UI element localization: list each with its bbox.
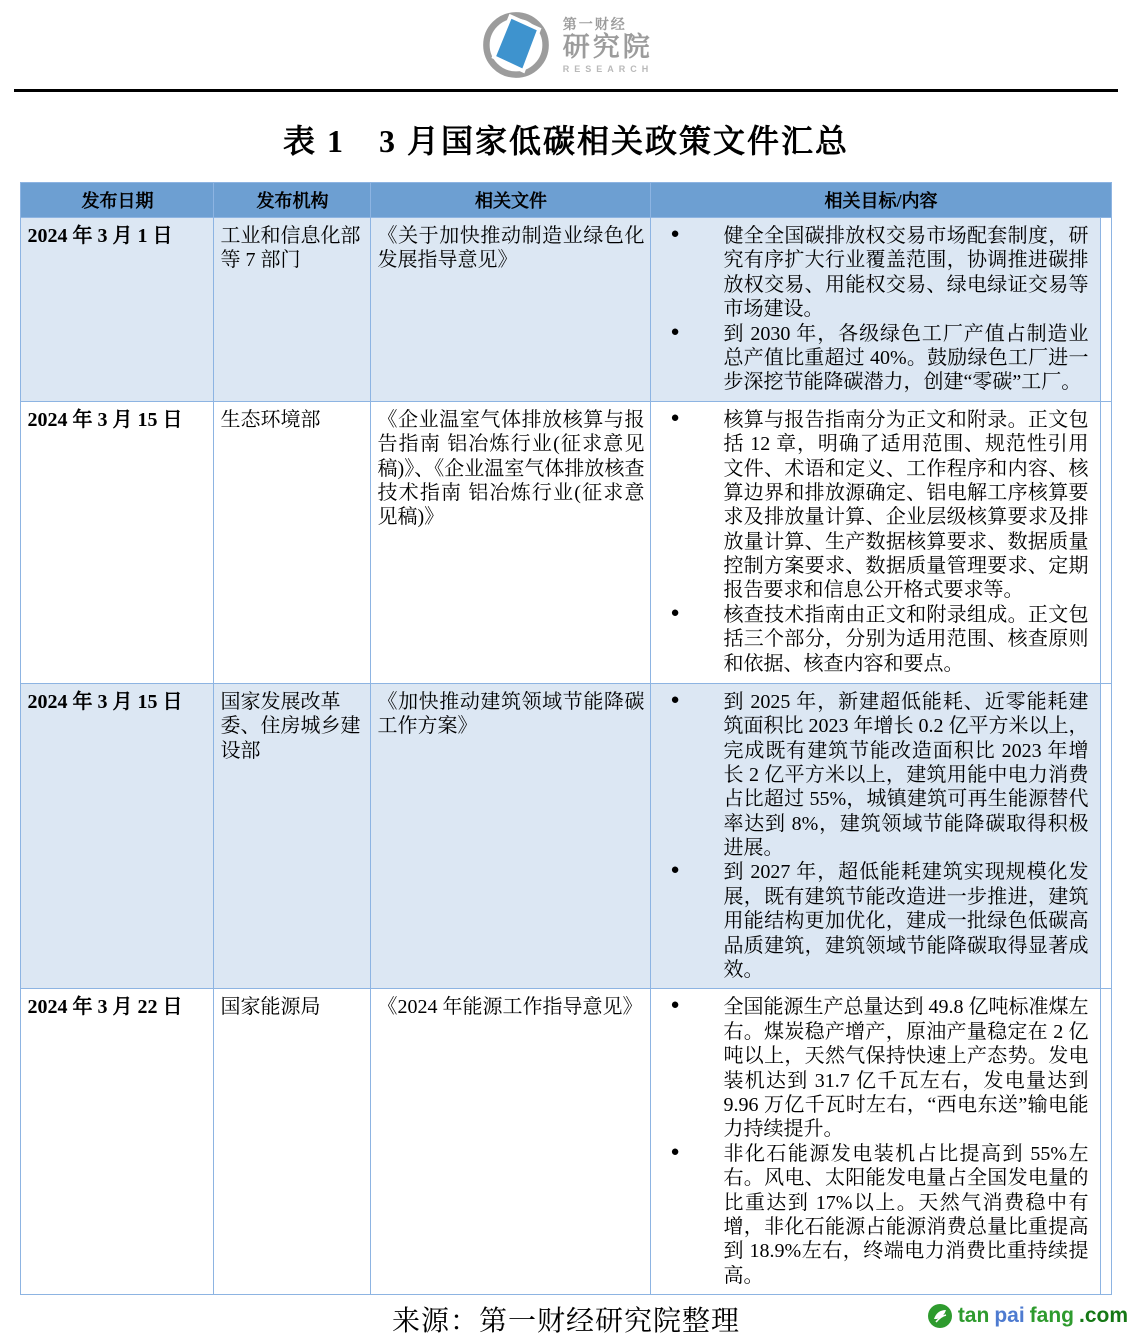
col-header-agency: 发布机构 (214, 183, 371, 218)
cell-agency: 国家发展改革委、住房城乡建设部 (214, 683, 371, 989)
table-row (21, 683, 1111, 989)
watermark-text-fang: fang (1029, 1304, 1074, 1328)
cell-document: 《加快推动建筑领域节能降碳工作方案》 (371, 683, 651, 989)
cell-content (651, 989, 1101, 1295)
yicai-logo (0, 6, 1132, 84)
header-divider (14, 89, 1118, 92)
yicai-logo-icon (479, 8, 553, 82)
spacer-cell (1101, 218, 1111, 402)
cell-document: 《2024 年能源工作指导意见》 (371, 989, 651, 1295)
bullet-item: ● 健全全国碳排放权交易市场配套制度，研究有序扩大行业覆盖范围，协调推进碳排放权交易、用能权交易、绿电绿证交易等市场建设。 (657, 224, 1094, 322)
footer (0, 1299, 1132, 1339)
cell-agency: 国家能源局 (214, 989, 371, 1295)
tanpaifang-icon (927, 1303, 953, 1329)
bullet-item: ● 非化石能源发电装机占比提高到 55%左右。风电、太阳能发电量占全国发电量的比重达到 17%以上。天然气消费稳中有增，非化石能源占能源消费总量比重提高到 18.9%左右，终端电力消费比重持续提高。 (657, 1142, 1094, 1288)
cell-date: 2024 年 3 月 15 日 (21, 401, 214, 683)
bullet-list (657, 224, 1094, 395)
table-row (21, 401, 1111, 683)
bullet-list (657, 408, 1094, 676)
spacer-cell (1101, 989, 1111, 1295)
cell-document: 《企业温室气体排放核算与报告指南 铝冶炼行业(征求意见稿)》、《企业温室气体排放核查技术指南 铝冶炼行业(征求意见稿)》 (371, 401, 651, 683)
cell-agency: 生态环境部 (214, 401, 371, 683)
spacer-cell (1101, 401, 1111, 683)
watermark-text-pai: pai (994, 1304, 1025, 1328)
table-header-row (21, 183, 1111, 218)
header (0, 0, 1132, 92)
cell-date: 2024 年 3 月 15 日 (21, 683, 214, 989)
brand-text (563, 17, 654, 74)
brand-name-en: RESEARCH (562, 63, 654, 74)
spacer-cell (1101, 683, 1111, 989)
cell-agency: 工业和信息化部等 7 部门 (214, 218, 371, 402)
brand-name-small: 第一财经 (562, 15, 627, 32)
cell-document: 《关于加快推动制造业绿色化发展指导意见》 (371, 218, 651, 402)
page-title: 表 1 3 月国家低碳相关政策文件汇总 (282, 123, 849, 159)
cell-content (651, 401, 1101, 683)
source-note: 来源：第一财经研究院整理 (391, 1306, 740, 1338)
bullet-list (657, 995, 1094, 1288)
watermark-text-tan: tan (957, 1304, 990, 1328)
brand-name-large: 研究院 (562, 31, 653, 62)
tanpaifang-logo (927, 1303, 1128, 1329)
watermark-text-com: .com (1078, 1304, 1128, 1328)
cell-content (651, 683, 1101, 989)
col-header-document: 相关文件 (371, 183, 651, 218)
bullet-item: ● 到 2030 年，各级绿色工厂产值占制造业总产值比重超过 40%。鼓励绿色工厂进一步深挖节能降碳潜力，创建“零碳”工厂。 (657, 322, 1094, 395)
bullet-item: ● 到 2027 年，超低能耗建筑实现规模化发展，既有建筑节能改造进一步推进，建筑用能结构更加优化，建成一批绿色低碳高品质建筑，建筑领域节能降碳取得显著成效。 (657, 860, 1094, 982)
col-header-date: 发布日期 (21, 183, 214, 218)
bullet-list (657, 690, 1094, 983)
cell-date: 2024 年 3 月 1 日 (21, 218, 214, 402)
col-header-content: 相关目标/内容 (651, 183, 1111, 218)
cell-date: 2024 年 3 月 22 日 (21, 989, 214, 1295)
table-row (21, 989, 1111, 1295)
bullet-item: ● 全国能源生产总量达到 49.8 亿吨标准煤左右。煤炭稳产增产，原油产量稳定在 2 亿吨以上，天然气保持快速上产态势。发电装机达到 31.7 亿千瓦左右，发电量达到 9.96 万亿千瓦时左右，“西电东送”输电能力持续提升。 (657, 995, 1094, 1141)
policy-table (20, 182, 1111, 1295)
bullet-item: ● 到 2025 年，新建超低能耗、近零能耗建筑面积比 2023 年增长 0.2 亿平方米以上，完成既有建筑节能改造面积比 2023 年增长 2 亿平方米以上，建筑用能中电力消费占比超过 55%，城镇建筑可再生能源替代率达到 8%，建筑领域节能降碳取得积极进展。 (657, 690, 1094, 861)
cell-content (651, 218, 1101, 402)
bullet-item: ● 核算与报告指南分为正文和附录。正文包括 12 章，明确了适用范围、规范性引用文件、术语和定义、工作程序和内容、核算边界和排放源确定、铝电解工序核算要求及排放量计算、企业层级核算要求及排放量计算、生产数据核算要求、数据质量控制方案要求、数据质量管理要求、定期报告要求和信息公开格式要求等。 (657, 408, 1094, 603)
bullet-item: ● 核查技术指南由正文和附录组成。正文包括三个部分，分别为适用范围、核查原则和依据、核查内容和要点。 (657, 603, 1094, 676)
table-row (21, 218, 1111, 402)
